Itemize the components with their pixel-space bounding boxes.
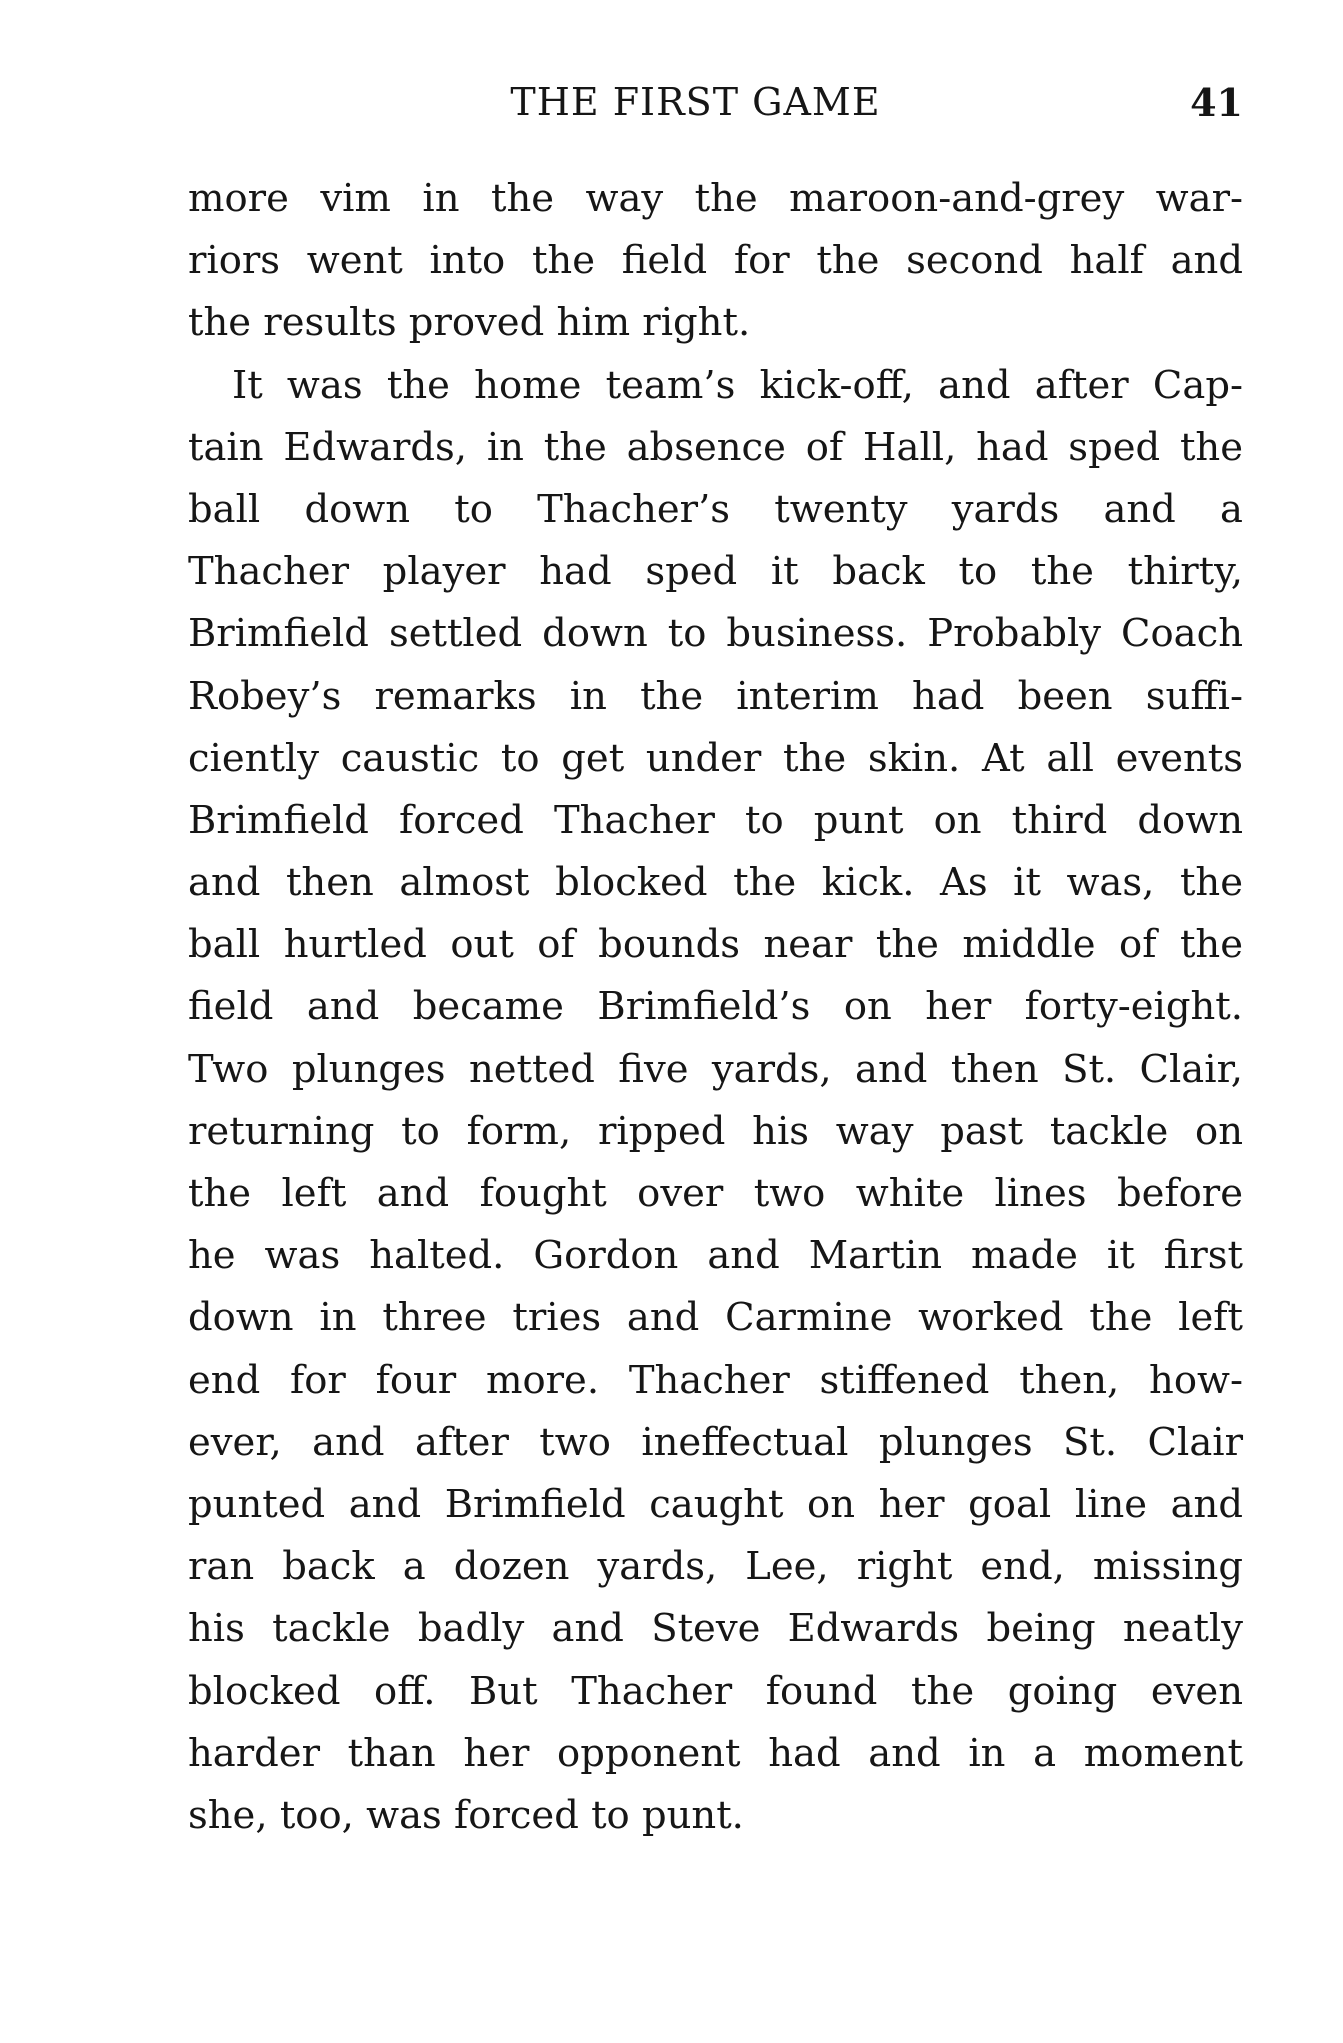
text-line: end for four more. Thacher stiffened then, how-: [188, 1357, 1243, 1403]
text-line: ran back a dozen yards, Lee, right end, missing: [188, 1544, 1243, 1590]
text-line: ball down to Thacher’s twenty yards and a: [188, 486, 1243, 532]
text-line: ball hurtled out of bounds near the middle of the: [188, 922, 1243, 968]
text-line: Robey’s remarks in the interim had been suffi-: [188, 673, 1243, 719]
text-line: his tackle badly and Steve Edwards being neatly: [188, 1606, 1243, 1652]
text-line: Two plunges netted five yards, and then St. Clair,: [188, 1046, 1243, 1092]
paragraph-start-line: It was the home team’s kick-off, and after Cap-: [232, 362, 1243, 408]
text-line: field and became Brimfield’s on her forty-eight.: [188, 984, 1243, 1030]
text-line: down in three tries and Carmine worked the left: [188, 1295, 1243, 1341]
text-line: the results proved him right.: [188, 300, 751, 346]
text-line: she, too, was forced to punt.: [188, 1792, 744, 1838]
chapter-title: THE FIRST GAME: [510, 80, 881, 124]
text-line: punted and Brimfield caught on her goal line and: [188, 1481, 1243, 1527]
text-line: he was halted. Gordon and Martin made it first: [188, 1233, 1243, 1279]
text-line: blocked off. But Thacher found the going even: [188, 1668, 1243, 1714]
text-line: tain Edwards, in the absence of Hall, had sped the: [188, 424, 1243, 470]
text-line: ciently caustic to get under the skin. At all events: [188, 735, 1243, 781]
text-line: riors went into the field for the second half and: [188, 238, 1243, 284]
text-line: more vim in the way the maroon-and-grey war-: [188, 176, 1243, 221]
body-text: [188, 168, 1243, 1847]
text-line: harder than her opponent had and in a moment: [188, 1730, 1243, 1776]
running-head: [188, 80, 1243, 136]
text-line: the left and fought over two white lines before: [188, 1171, 1243, 1216]
text-line: Brimfield settled down to business. Probably Coach: [188, 611, 1243, 657]
text-line: and then almost blocked the kick. As it was, the: [188, 860, 1243, 906]
text-line: ever, and after two ineffectual plunges St. Clair: [188, 1419, 1243, 1465]
text-line: Brimfield forced Thacher to punt on third down: [188, 797, 1243, 843]
text-line: Thacher player had sped it back to the thirty,: [188, 549, 1243, 595]
page-number: 41: [1190, 80, 1243, 125]
text-line: returning to form, ripped his way past tackle on: [188, 1108, 1243, 1154]
